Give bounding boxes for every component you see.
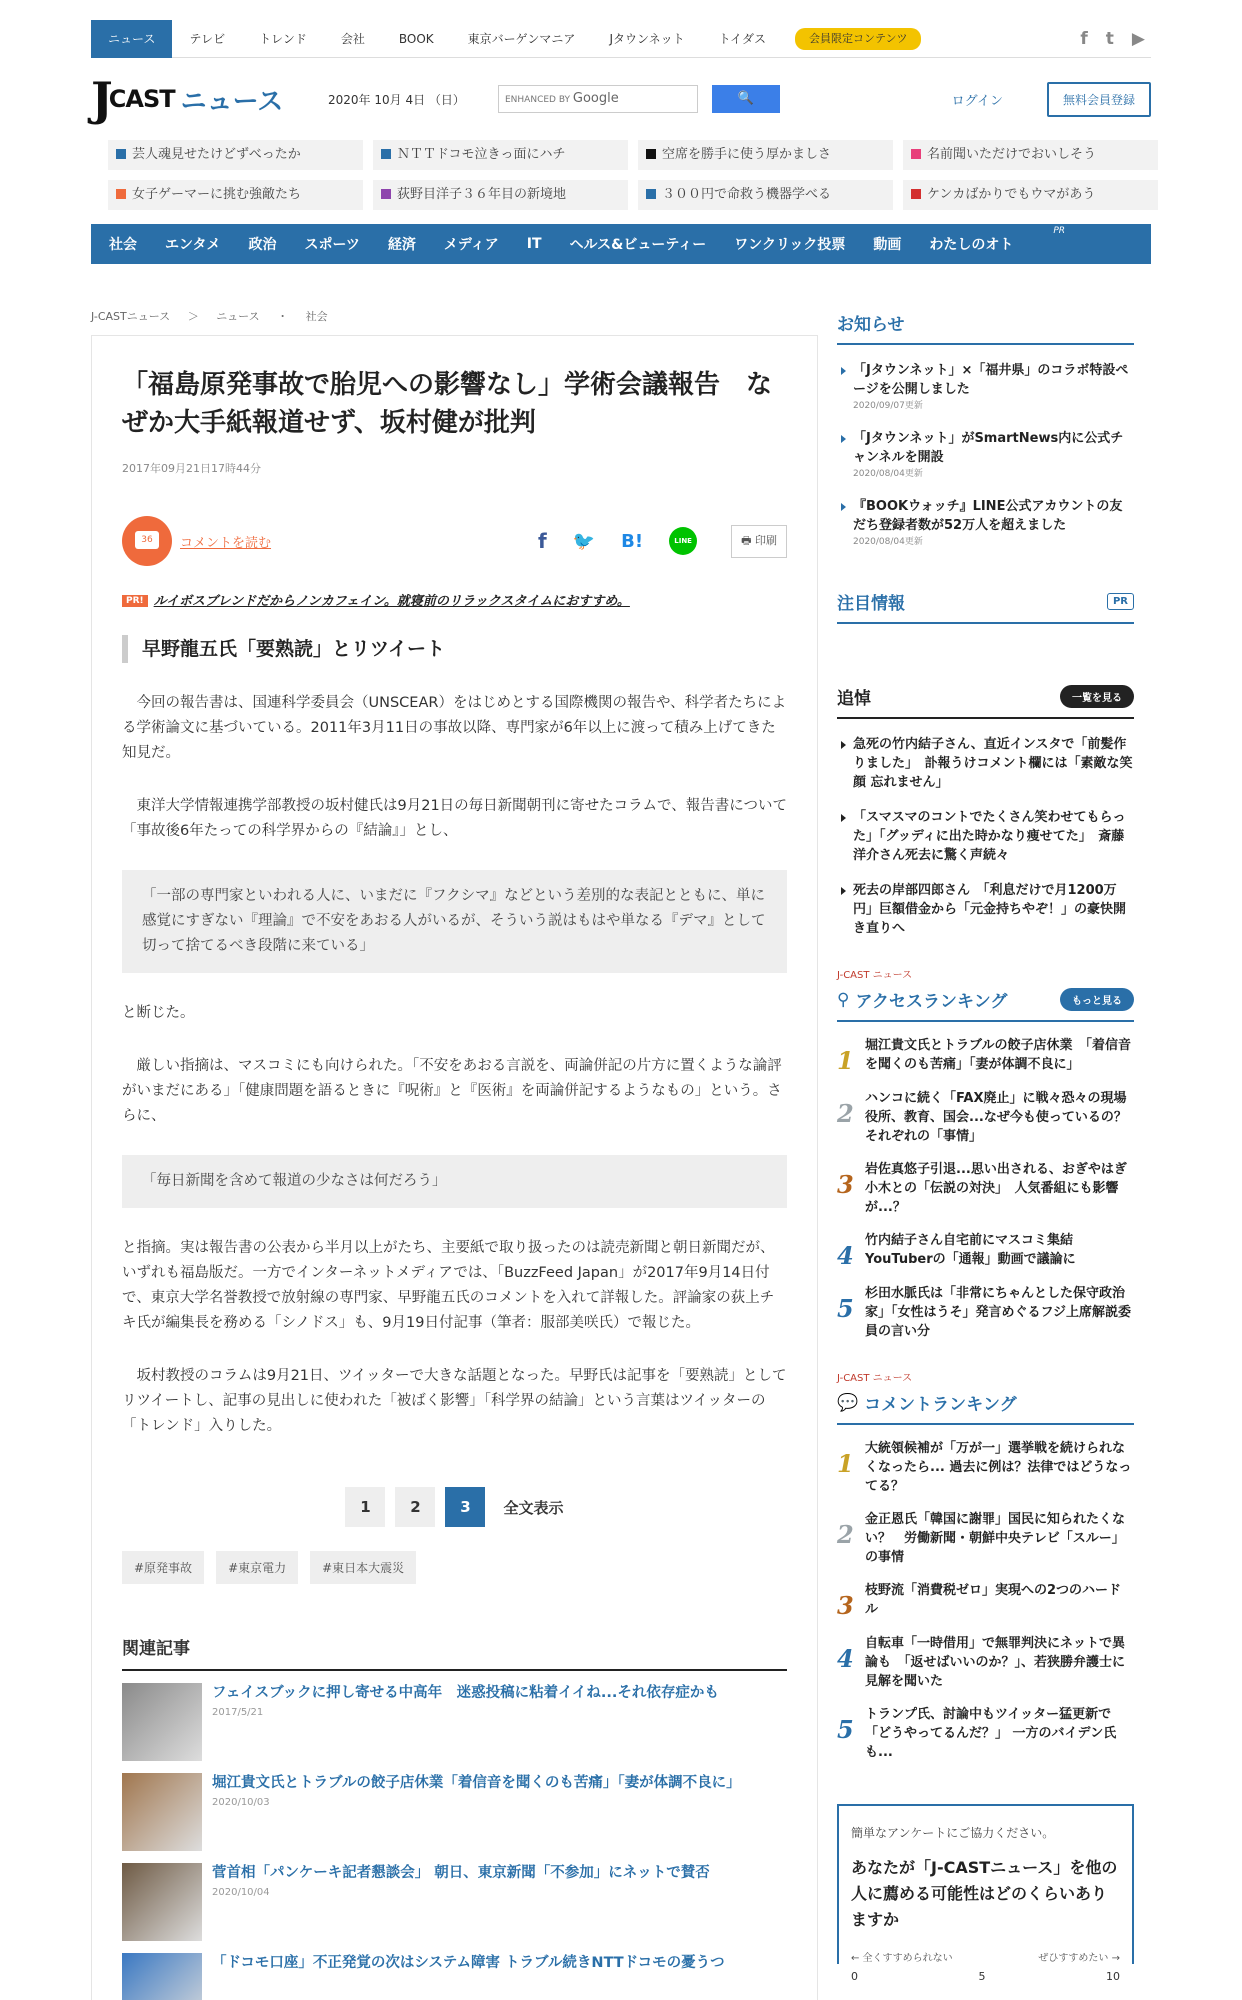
rank-text[interactable]: 自転車「一時借用」で無罪判決にネットで異論も 「返せばいいのか？」、若狭勝弁護士に見解を聞いた	[865, 1636, 1126, 1689]
register-button[interactable]: 無料会員登録	[1047, 82, 1151, 117]
topnav-book[interactable]: BOOK	[398, 31, 434, 46]
tag-tepco[interactable]: #東京電力	[216, 1551, 298, 1584]
pr-link-square-icon	[911, 149, 921, 159]
article-date: 2017年09月21日17時44分	[122, 462, 261, 475]
breadcrumb-home[interactable]: J-CASTニュース	[91, 310, 171, 323]
related-text	[212, 1953, 725, 2000]
pr-link-text: 芸人魂見せたけどずべったか	[132, 147, 301, 162]
cat-economy[interactable]: 経済	[387, 237, 416, 253]
related-date: 2017/5/21	[212, 1707, 264, 1718]
pr-link[interactable]	[638, 140, 893, 170]
pr-links	[108, 140, 1148, 210]
access-rank-item[interactable]	[837, 1036, 1134, 1075]
comment-rank-item[interactable]	[837, 1439, 1134, 1496]
cat-politics[interactable]: 政治	[248, 237, 277, 253]
cat-society[interactable]: 社会	[109, 237, 137, 253]
access-rank-item[interactable]	[837, 1089, 1140, 1146]
category-nav	[91, 224, 1151, 264]
rank-text[interactable]: 金正恩氏「韓国に謝罪」国民に知られたくない？ 労働新聞・朝鮮中央テレビ「スルー」の事情	[865, 1512, 1126, 1565]
attention-title: 注目情報	[837, 594, 905, 614]
related-title[interactable]: 菅首相「パンケーキ記者懇談会」 朝日、東京新聞「不参加」にネットで賛否	[212, 1865, 710, 1881]
top-nav	[91, 20, 1151, 58]
comment-rank-item[interactable]	[837, 1705, 1134, 1762]
facebook-share-icon[interactable]: f	[538, 529, 547, 553]
notice-text[interactable]: 「Jタウンネット」×「福井県」のコラボ特設ページを公開しました	[853, 363, 1129, 397]
pr-link-square-icon	[381, 189, 391, 199]
article-paragraph: と指摘。実は報告書の公表から半月以上がたち、主要紙で取り扱ったのは読売新聞と朝日新聞だが、いずれも福島版だ。一方でインターネットメディアでは、「BuzzFeed Japan」が2017年9月14日付で、東京大学名誉教授で放射線の専門家、早野龍五氏のコメントを入れて詳報した。評論家の荻上チキ氏が編集長を務める「シノドス」も、9月19日付記事（筆者：服部美咲氏）で報じた。	[122, 1240, 775, 1331]
line-share-icon[interactable]: LINE	[669, 527, 697, 555]
ranking-person-icon: ⚲	[837, 989, 850, 1010]
rank-text[interactable]: 岩佐真悠子引退...思い出される、おぎやはぎ小木との「伝説の対決」 人気番組にも影響が...？	[865, 1162, 1127, 1215]
site-header	[91, 74, 1151, 124]
survey-numbers	[851, 1970, 1120, 1983]
share-bar	[122, 516, 787, 566]
breadcrumb-society[interactable]: 社会	[305, 310, 328, 323]
notice-text[interactable]: 「Jタウンネット」がSmartNews内に公式チャンネルを開設	[853, 431, 1124, 465]
rank-text[interactable]: 竹内結子さん自宅前にマスコミ集結 YouTuberの「通報」動画で議論に	[865, 1233, 1087, 1267]
article-paragraph: 厳しい指摘は、マスコミにも向けられた。「不安をあおる言説を、両論併記の片方に置くような論評がいまだにある」「健康問題を語るときに『呪術』と『医術』を両論併記するようなもの」という。さらに、	[122, 1058, 782, 1124]
sidebar	[837, 310, 1140, 1983]
survey-high: ぜひすすめたい →	[1038, 1953, 1120, 1964]
notice-text[interactable]: 『BOOKウォッチ』LINE公式アカウントの友だち登録者数が52万人を超えました	[853, 499, 1123, 533]
page-3[interactable]: 3	[445, 1487, 485, 1527]
search-google-label: Google	[572, 91, 619, 106]
search-button[interactable]	[712, 85, 780, 113]
comment-bubble-icon: 💬	[837, 1392, 859, 1413]
notice-title: お知らせ	[837, 315, 905, 335]
social-links	[1080, 29, 1151, 49]
pr-link[interactable]	[903, 140, 1158, 170]
related-title[interactable]: フェイスブックに押し寄せる中高年 迷惑投稿に粘着イイね...それ依存症かも	[212, 1685, 719, 1701]
access-ranking-title: アクセスランキング	[855, 992, 1008, 1012]
topnav-jtown[interactable]: Jタウンネット	[609, 31, 685, 46]
topnav-news[interactable]: ニュース	[91, 20, 172, 58]
survey-low: ← 全くすすめられない	[851, 1953, 953, 1964]
rank-number: 2	[837, 1520, 854, 1549]
cat-watashi[interactable]: わたしのオト	[929, 237, 1014, 253]
related-articles	[122, 1634, 787, 2000]
related-thumbnail[interactable]	[122, 1773, 202, 1851]
related-date: 2020/10/04	[212, 1887, 270, 1898]
article-paragraph: 坂村教授のコラムは9月21日、ツイッターで大きな話題となった。早野氏は記事を「要熟読」としてリツイートし、記事の見出しに使われた「被ばく影響」「科学界の結論」という言葉はツイッターの「トレンド」入りした。	[122, 1368, 787, 1434]
comment-icon[interactable]	[122, 516, 172, 566]
access-rank-item[interactable]	[837, 1284, 1134, 1341]
share-icons	[538, 527, 697, 555]
access-rank-item[interactable]	[837, 1231, 1134, 1270]
related-thumbnail[interactable]	[122, 1953, 202, 2000]
article-quote: 「毎日新聞を含めて報道の少なさは何だろう」	[122, 1155, 787, 1208]
survey-intro: 簡単なアンケートにご協力ください。	[851, 1826, 1055, 1840]
show-all-link[interactable]: 全文表示	[503, 1498, 564, 1517]
cat-media[interactable]: メディア	[443, 237, 499, 253]
related-title[interactable]: 「ドコモ口座」不正発覚の次はシステム障害 トラブル続きNTTドコモの憂うつ	[212, 1955, 725, 1971]
topnav-bargain[interactable]: 東京バーゲンマニア	[467, 31, 576, 46]
pr-link-text: 空席を勝手に使う厚かましさ	[662, 147, 832, 162]
pr-link[interactable]	[108, 140, 363, 170]
pr-link[interactable]	[373, 180, 628, 210]
pr-link-text: ３００円で命救う機器学べる	[662, 187, 832, 202]
pr-link[interactable]	[108, 180, 363, 210]
comment-ranking-title: コメントランキング	[864, 1395, 1017, 1415]
survey-10[interactable]: 10	[1106, 1970, 1120, 1983]
article-quote: 「一部の専門家といわれる人に、いまだに『フクシマ』などという差別的な表記とともに、単に感覚にすぎない『理論』で不安をあおる人がいるが、そういう説はもはや単なる『デマ』として切って捨てるべき段階に来ている」	[122, 870, 787, 973]
survey-scale	[851, 1949, 1120, 1964]
survey-5[interactable]: 5	[978, 1970, 986, 1983]
search-input[interactable]	[498, 85, 698, 113]
topnav-tv[interactable]: テレビ	[189, 31, 226, 46]
related-item[interactable]	[122, 1863, 787, 1941]
obit-item[interactable]: 死去の岸部四郎さん 「利息だけで月1200万円」巨額借金から「元金持ちやぞ！」の豪快開き直りへ	[837, 881, 1134, 938]
cat-sports[interactable]: スポーツ	[304, 237, 360, 253]
search-icon: 🔍	[737, 91, 755, 106]
article-paragraph: 東洋大学情報連携学部教授の坂村健氏は9月21日の毎日新聞朝刊に寄せたコラムで、報告書について「事故後6年たっての科学界からの『結論』」とし、	[122, 798, 787, 839]
pr-link[interactable]	[638, 180, 893, 210]
rank-text[interactable]: トランプ氏、討論中もツイッター猛更新で「どうやってるんだ？」 一方のバイデン氏も...	[865, 1707, 1117, 1760]
hatena-bookmark-icon[interactable]: B!	[621, 530, 644, 552]
jcast-label: J-CAST ニュース	[837, 1373, 913, 1384]
breadcrumb-news[interactable]: ニュース	[216, 310, 260, 323]
pr-link-text: 荻野目洋子３６年目の新境地	[397, 187, 567, 202]
rank-text[interactable]: 枝野流「消費税ゼロ」実現への2つのハードル	[865, 1583, 1122, 1617]
article-subheading: 早野龍五氏「要熟読」とリツイート	[122, 635, 787, 663]
comment-rank-item[interactable]	[837, 1581, 1134, 1620]
facebook-icon[interactable]: f	[1080, 28, 1088, 49]
attention-heading	[837, 589, 1134, 624]
member-content-badge[interactable]: 会員限定コンテンツ	[795, 28, 921, 50]
cat-vote[interactable]: ワンクリック投票	[734, 237, 846, 253]
read-comments-link[interactable]: コメントを読む	[180, 535, 272, 551]
youtube-icon[interactable]: ▶	[1131, 28, 1145, 49]
rank-number: 4	[837, 1644, 854, 1673]
obit-item[interactable]: 急死の竹内結子さん、直近インスタで「前髪作りました」 訃報うけコメント欄には「素敵な笑顔 忘れません」	[837, 735, 1134, 792]
comment-rank-item[interactable]	[837, 1510, 1134, 1567]
cat-video[interactable]: 動画	[873, 237, 902, 253]
rank-number: 3	[837, 1591, 854, 1620]
article	[91, 335, 818, 2000]
current-date: 2020年 10月 4日 （日）	[328, 92, 465, 107]
pr-link-text: 名前聞いただけでおいしそう	[927, 147, 1097, 162]
related-item[interactable]	[122, 1683, 787, 1761]
related-text	[212, 1683, 719, 1761]
obit-heading	[837, 684, 1134, 719]
related-date: 2020/10/03	[212, 1797, 270, 1808]
related-item[interactable]	[122, 1773, 787, 1851]
pr-line[interactable]	[122, 590, 787, 609]
attention-pr-badge: PR	[1107, 593, 1134, 610]
access-more-button[interactable]: もっと見る	[1060, 988, 1134, 1011]
notice-date: 2020/08/04更新	[853, 469, 923, 479]
jcast-label: J-CAST ニュース	[837, 970, 913, 981]
pagination	[122, 1487, 787, 1527]
topnav-company[interactable]: 会社	[340, 31, 365, 46]
related-item[interactable]	[122, 1953, 787, 2000]
tag-earthquake[interactable]: #東日本大震災	[310, 1551, 416, 1584]
pr-link-square-icon	[381, 149, 391, 159]
breadcrumb-sep: ・	[277, 310, 289, 323]
article-paragraph: と断じた。	[122, 1005, 195, 1021]
breadcrumb	[91, 308, 342, 324]
pr-link-text: ＮＴＴドコモ泣きっ面にハチ	[397, 147, 566, 162]
notice-item[interactable]	[837, 361, 1134, 413]
survey-question: あなたが「J-CASTニュース」を他の人に薦める可能性はどのくらいありますか	[851, 1858, 1118, 1929]
logo-cast: CAST	[108, 85, 175, 113]
notice-item[interactable]	[837, 429, 1134, 481]
rank-number: 1	[837, 1046, 854, 1075]
access-rank-item[interactable]	[837, 1160, 1134, 1217]
cat-health[interactable]: ヘルス&ビューティー	[569, 237, 707, 253]
notice-heading	[837, 310, 1134, 345]
rank-number: 4	[837, 1241, 854, 1270]
related-title: 関連記事	[122, 1634, 787, 1671]
cat-entame[interactable]: エンタメ	[165, 237, 221, 253]
survey-box	[837, 1804, 1134, 1983]
twitter-share-icon[interactable]: 🐦	[572, 530, 596, 552]
logo-j: J	[91, 72, 111, 126]
print-label: 印刷	[755, 533, 777, 547]
pr-link-square-icon	[116, 189, 126, 199]
cat-it[interactable]: IT	[526, 236, 542, 252]
rank-number: 5	[837, 1294, 854, 1323]
search-enhanced-label: ENHANCED BY	[505, 95, 571, 105]
pr-link-square-icon	[116, 149, 126, 159]
breadcrumb-sep: ＞	[187, 310, 199, 323]
cat-pr-label: PR	[1053, 226, 1065, 236]
comment-rank-item[interactable]	[837, 1634, 1134, 1691]
pr-link[interactable]	[373, 140, 628, 170]
related-text	[212, 1863, 710, 1941]
login-link[interactable]: ログイン	[951, 93, 1003, 109]
rank-text[interactable]: 杉田水脈氏は「非常にちゃんとした保守政治家」「女性はうそ」発言めぐるフジ上席解説委員の言い分	[865, 1286, 1131, 1339]
page-1[interactable]: 1	[345, 1487, 385, 1527]
pr-link-text: ケンカばかりでもウマがあう	[927, 187, 1096, 202]
related-text	[212, 1773, 741, 1851]
logo-news: ニュース	[180, 86, 284, 117]
print-button[interactable]	[731, 525, 787, 558]
obit-title: 追悼	[837, 689, 871, 709]
obit-item[interactable]: 「スマスマのコントでたくさん笑わせてもらった」「グッディに出た時かなり痩せてた」 斎藤洋介さん死去に驚く声続々	[837, 808, 1134, 865]
notice-item[interactable]	[837, 497, 1134, 549]
pr-link[interactable]	[903, 180, 1158, 210]
rank-text[interactable]: 大統領候補が「万が一」選挙戦を続けられなくなったら... 過去に例は？法律ではどうなってる？	[865, 1441, 1132, 1494]
twitter-icon[interactable]: t	[1105, 28, 1114, 49]
pr-link-square-icon	[646, 189, 656, 199]
obit-more-button[interactable]: 一覧を見る	[1060, 685, 1134, 708]
comment-ranking-heading	[837, 1390, 1134, 1425]
comment-count: 36	[135, 531, 159, 549]
access-ranking-heading	[837, 987, 1134, 1022]
pr-link-square-icon	[646, 149, 656, 159]
rank-number: 3	[837, 1170, 854, 1199]
page-2[interactable]: 2	[395, 1487, 435, 1527]
rank-number: 2	[837, 1099, 854, 1128]
rank-text[interactable]: 堀江貴文氏とトラブルの餃子店休業 「着信音を聞くのも苦痛」「妻が体調不良に」	[865, 1038, 1131, 1072]
rank-number: 1	[837, 1449, 854, 1478]
pr-link-text: 女子ゲーマーに挑む強敵たち	[132, 187, 302, 202]
tag-nuclear[interactable]: #原発事故	[122, 1551, 204, 1584]
pr-text[interactable]: ルイボスブレンドだからノンカフェイン。就寝前のリラックスタイムにおすすめ。	[153, 594, 630, 609]
article-tags	[122, 1551, 787, 1584]
article-paragraph: 今回の報告書は、国連科学委員会（UNSCEAR）をはじめとする国際機関の報告や、科学者たちによる学術論文に基づいている。2011年3月11日の事故以降、専門家が6年以上に渡って積み上げてきた知見だ。	[122, 695, 787, 761]
pr-link-square-icon	[911, 189, 921, 199]
related-thumbnail[interactable]	[122, 1863, 202, 1941]
survey-0[interactable]: 0	[851, 1970, 858, 1983]
site-logo[interactable]	[91, 72, 316, 126]
topnav-trend[interactable]: トレンド	[259, 31, 307, 46]
pr-tag: PR!	[122, 595, 148, 607]
rank-text[interactable]: ハンコに続く「FAX廃止」に戦々恐々の現場 役所、教育、国会...なぜ今も使っているの？それぞれの「事情」	[865, 1091, 1140, 1144]
topnav-toidas[interactable]: トイダス	[718, 31, 767, 46]
notice-date: 2020/08/04更新	[853, 537, 923, 547]
related-title[interactable]: 堀江貴文氏とトラブルの餃子店休業「着信音を聞くのも苦痛」「妻が体調不良に」	[212, 1775, 741, 1791]
notice-date: 2020/09/07更新	[853, 401, 923, 411]
related-thumbnail[interactable]	[122, 1683, 202, 1761]
rank-number: 5	[837, 1715, 854, 1744]
article-title: 「福島原発事故で胎児への影響なし」学術会議報告 なぜか大手紙報道せず、坂村健が批判	[122, 370, 773, 438]
printer-icon: 🖶	[741, 533, 755, 547]
